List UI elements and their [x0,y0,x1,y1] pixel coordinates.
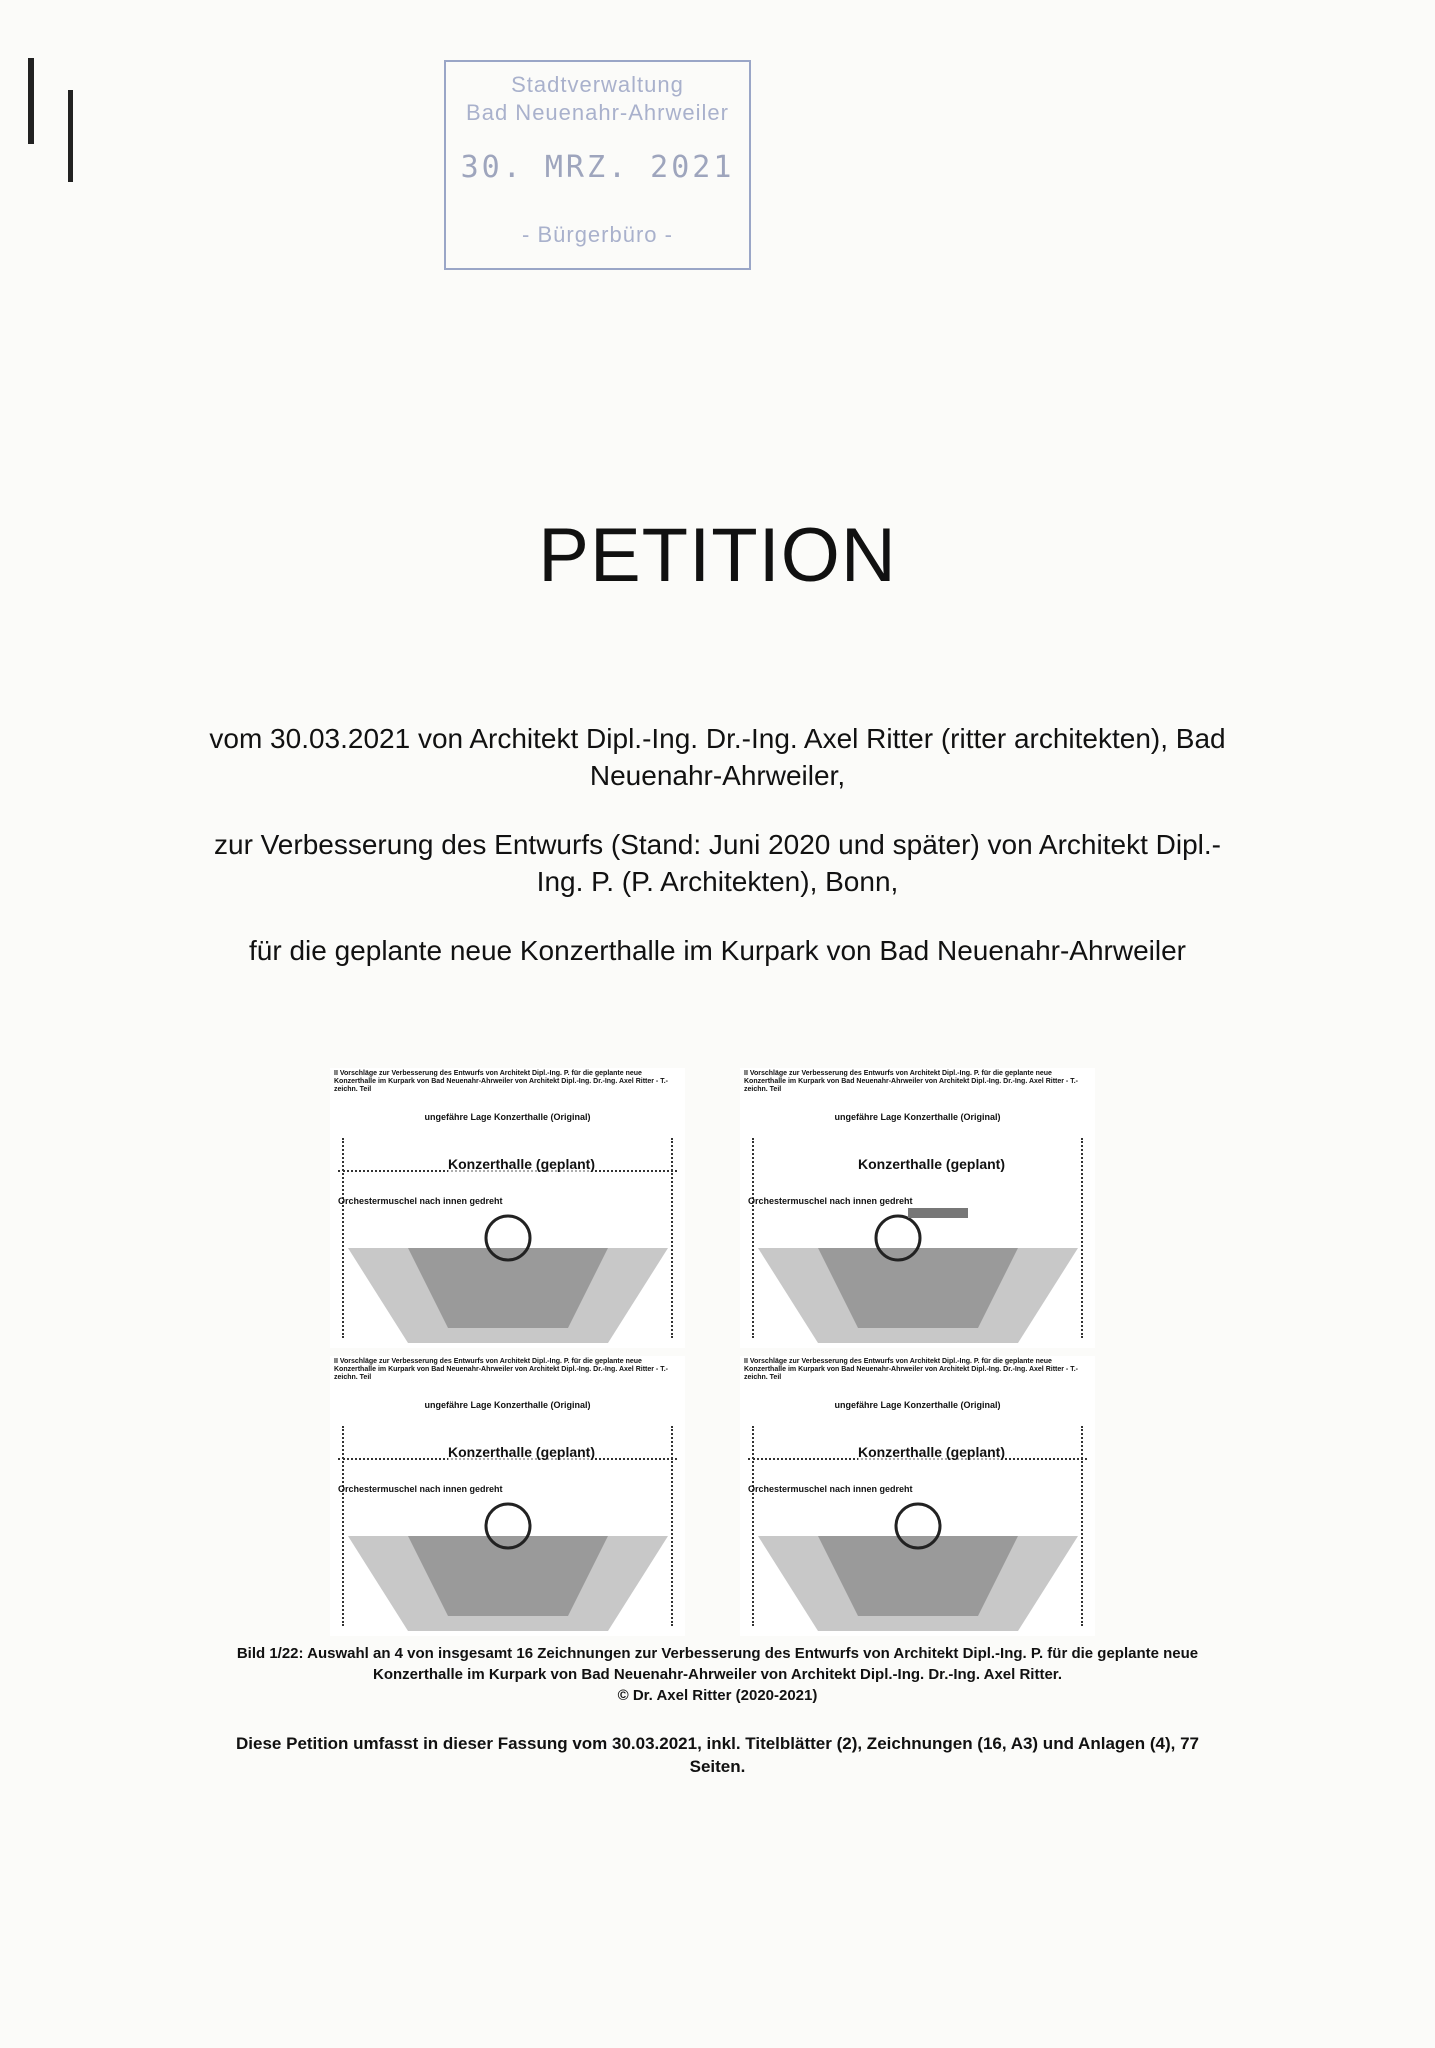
page-title: PETITION [538,513,897,598]
seating-fan-drawing [758,1496,1078,1631]
drawing-lage-label: ungefähre Lage Konzerthalle (Original) [424,1400,591,1410]
drawing-lage-label: ungefähre Lage Konzerthalle (Original) [424,1112,591,1122]
drawing-lage-label: ungefähre Lage Konzerthalle (Original) [834,1400,1001,1410]
drawing-thumbnail [330,1356,685,1636]
drawing-orchestermuschel-label: Orchestermuschel nach innen gedreht [748,1196,913,1206]
figure-caption [230,1643,1205,1706]
page-count-note: Diese Petition umfasst in dieser Fassung vom 30.03.2021, inkl. Titelblätter (2), Zeichnungen (16, A3) und Anlagen (4), 77 Seiten. [236,1734,1199,1776]
staple-mark [68,90,73,182]
received-stamp [444,60,751,270]
drawing-konzerthalle-label: Konzerthalle (geplant) [448,1444,596,1460]
drawing-header: II Vorschläge zur Verbesserung des Entwurfs von Architekt Dipl.-Ing. P. für die geplante neue Konzerthalle im Kurpark von Bad Neuenahr-Ahrweiler von Architekt Dipl.-Ing. Dr.-Ing. Axel Ritter - T.-zeichn. Teil [744,1070,1078,1093]
drawing-header: II Vorschläge zur Verbesserung des Entwurfs von Architekt Dipl.-Ing. P. für die geplante neue Konzerthalle im Kurpark von Bad Neuenahr-Ahrweiler von Architekt Dipl.-Ing. Dr.-Ing. Axel Ritter - T.-zeichn. Teil [334,1070,668,1093]
stamp-office: Stadtverwaltung [511,72,684,97]
drawing-konzerthalle-label: Konzerthalle (geplant) [858,1444,1006,1460]
seating-fan-drawing [758,1208,1078,1343]
drawing-orchestermuschel-label: Orchestermuschel nach innen gedreht [338,1484,503,1494]
stamp-date: 30. MRZ. 2021 [460,150,735,185]
stamp-city: Bad Neuenahr-Ahrweiler [466,100,729,125]
drawing-lage-label: ungefähre Lage Konzerthalle (Original) [834,1112,1001,1122]
drawing-header: II Vorschläge zur Verbesserung des Entwurfs von Architekt Dipl.-Ing. P. für die geplante neue Konzerthalle im Kurpark von Bad Neuenahr-Ahrweiler von Architekt Dipl.-Ing. Dr.-Ing. Axel Ritter - T.-zeichn. Teil [744,1358,1078,1381]
drawing-thumbnail [740,1068,1095,1348]
drawing-konzerthalle-label: Konzerthalle (geplant) [858,1156,1006,1172]
caption-text: Bild 1/22: Auswahl an 4 von insgesamt 16 Zeichnungen zur Verbesserung des Entwurfs von Architekt Dipl.-Ing. P. für die geplante neue Konzerthalle im Kurpark von Bad Neuenahr-Ahrweiler von Architekt Dipl.-Ing. Dr.-Ing. Axel Ritter. [236,1645,1199,1683]
drawing-orchestermuschel-label: Orchestermuschel nach innen gedreht [338,1196,503,1206]
drawing-header: II Vorschläge zur Verbesserung des Entwurfs von Architekt Dipl.-Ing. P. für die geplante neue Konzerthalle im Kurpark von Bad Neuenahr-Ahrweiler von Architekt Dipl.-Ing. Dr.-Ing. Axel Ritter - T.-zeichn. Teil [334,1358,668,1381]
stamp-department: - Bürgerbüro - [522,222,673,247]
caption-copyright: © Dr. Axel Ritter (2020-2021) [617,1687,818,1704]
drawing-thumbnail [740,1356,1095,1636]
seating-fan-drawing [348,1496,668,1631]
intro-paragraph-3: für die geplante neue Konzerthalle im Kurpark von Bad Neuenahr-Ahrweiler [249,935,1186,966]
seating-fan-drawing [348,1208,668,1343]
drawing-konzerthalle-label: Konzerthalle (geplant) [448,1156,596,1172]
staple-mark [28,58,34,144]
drawing-thumbnail [330,1068,685,1348]
intro-paragraph-2: zur Verbesserung des Entwurfs (Stand: Juni 2020 und später) von Architekt Dipl.-Ing. P. (P. Architekten), Bonn, [214,829,1221,897]
intro-paragraph-1: vom 30.03.2021 von Architekt Dipl.-Ing. Dr.-Ing. Axel Ritter (ritter architekten), Bad Neuenahr-Ahrweiler, [209,723,1226,791]
drawing-orchestermuschel-label: Orchestermuschel nach innen gedreht [748,1484,913,1494]
